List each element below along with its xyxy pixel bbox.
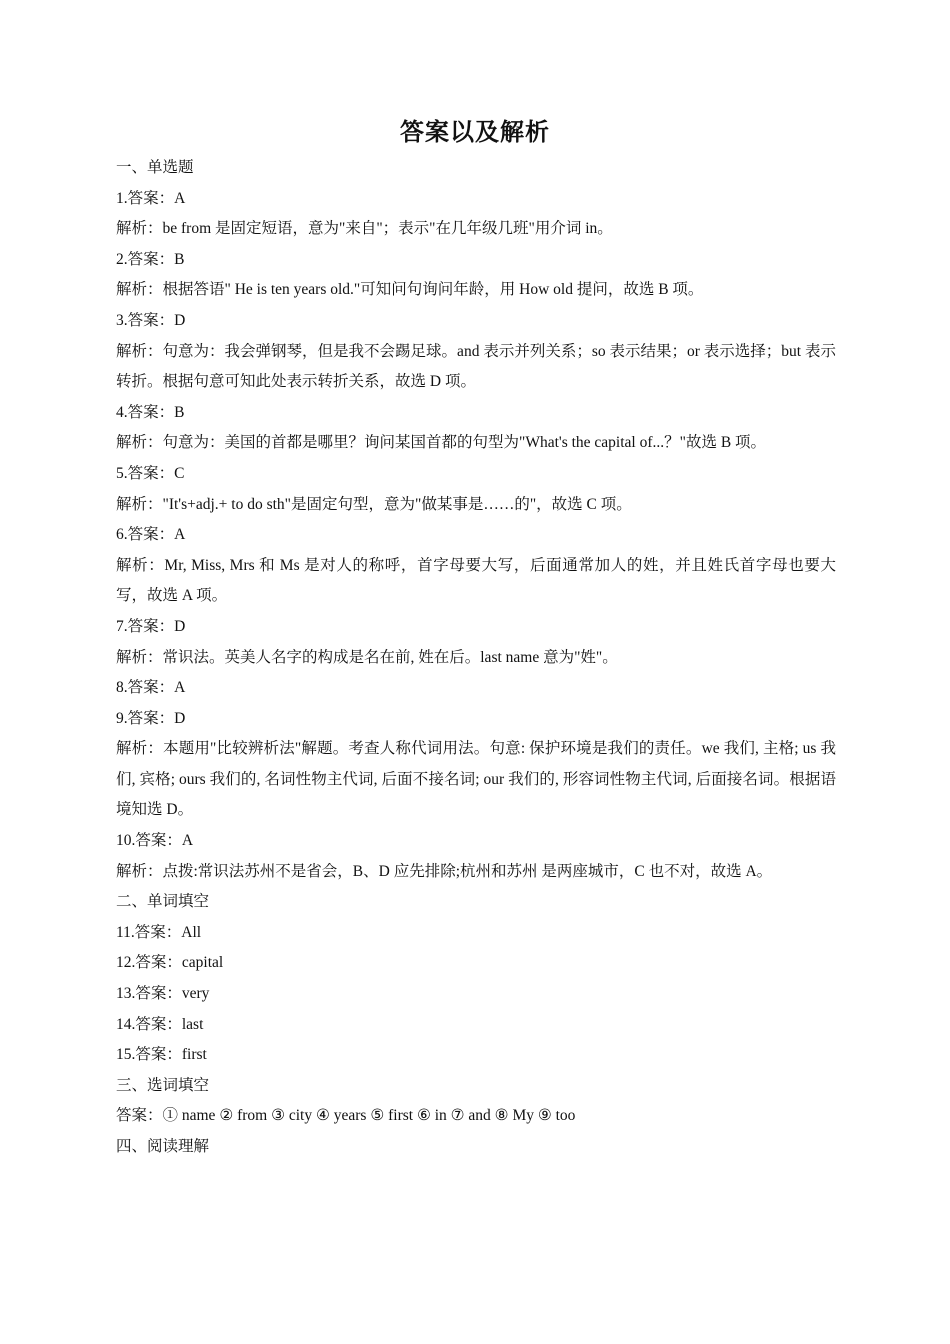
- section-heading: 三、选词填空: [116, 1076, 210, 1094]
- answer-line: 6.答案：A: [116, 526, 186, 544]
- answer-line: 9.答案：D: [116, 709, 186, 727]
- answer-line: 12.答案：capital: [116, 954, 224, 972]
- explanation-paragraph: 解析：点拨:常识法苏州不是省会，B、D 应先排除;杭州和苏州 是两座城市，C 也不对，故选 A。: [116, 862, 773, 880]
- answer-content: [116, 153, 836, 1163]
- explanation-paragraph: 解析：Mr, Miss, Mrs 和 Ms 是对人的称呼，首字母要大写，后面通常加人的姓，并且姓氏首字母也要大写，故选 A 项。: [116, 556, 836, 605]
- explanation-paragraph: 解析：be from 是固定短语，意为"来自"；表示"在几年级几班"用介词 in。: [116, 220, 613, 238]
- answer-line: 11.答案：All: [116, 923, 202, 941]
- answer-line: 答案：① name ② from ③ city ④ years ⑤ first ⑥ in ⑦ and ⑧ My ⑨ too: [116, 1107, 576, 1125]
- section-heading: 一、单选题: [116, 159, 194, 176]
- explanation-paragraph: 解析：根据答语" He is ten years old."可知问句询问年龄，用 How old 提问，故选 B 项。: [116, 281, 704, 299]
- page-title: 答案以及解析: [400, 118, 550, 146]
- explanation-paragraph: 解析："It's+adj.+ to do sth"是固定句型，意为"做某事是……的"，故选 C 项。: [116, 495, 632, 513]
- answer-line: 3.答案：D: [116, 311, 186, 329]
- answer-line: 13.答案：very: [116, 985, 210, 1003]
- section-heading: 二、单词填空: [116, 893, 210, 911]
- explanation-paragraph: 解析：本题用"比较辨析法"解题。考查人称代词用法。句意: 保护环境是我们的责任。we 我们, 主格; us 我们, 宾格; ours 我们的, 名词性物主代词, 后面不接名词; our 我们的, 形容词性物主代词, 后面接名词。根据语境知选 D。: [116, 740, 836, 819]
- answer-line: 2.答案：B: [116, 250, 185, 268]
- explanation-paragraph: 解析：句意为：美国的首都是哪里？询问某国首都的句型为"What's the capital of...？"故选 B 项。: [116, 434, 767, 452]
- answer-line: 4.答案：B: [116, 403, 185, 421]
- explanation-paragraph: 解析：句意为：我会弹钢琴，但是我不会踢足球。and 表示并列关系；so 表示结果；or 表示选择；but 表示转折。根据句意可知此处表示转折关系，故选 D 项。: [116, 342, 836, 391]
- answer-line: 5.答案：C: [116, 464, 185, 482]
- explanation-paragraph: 解析：常识法。英美人名字的构成是名在前, 姓在后。last name 意为"姓"。: [116, 648, 618, 666]
- section-heading: 四、阅读理解: [116, 1138, 210, 1155]
- answer-line: 8.答案：A: [116, 679, 186, 697]
- answer-line: 10.答案：A: [116, 832, 194, 850]
- answer-line: 15.答案：first: [116, 1046, 207, 1064]
- answer-line: 7.答案：D: [116, 617, 186, 635]
- answer-line: 1.答案：A: [116, 189, 186, 207]
- answer-line: 14.答案：last: [116, 1015, 204, 1033]
